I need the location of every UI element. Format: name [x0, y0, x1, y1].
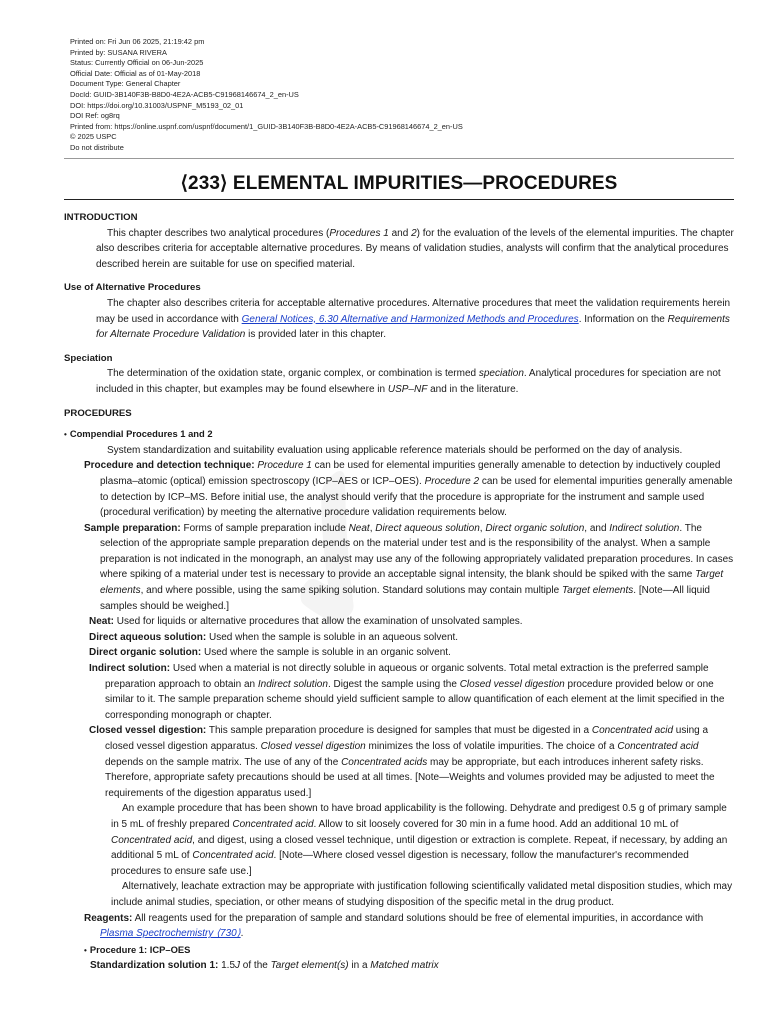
heading-procedures: PROCEDURES	[64, 407, 132, 419]
heading-procedure-1: • Procedure 1: ICP–OES	[84, 943, 191, 955]
general-notices-link[interactable]: General Notices, 6.30 Alternative and Harmonized Methods and Procedures	[241, 313, 579, 325]
alternative-paragraph: The chapter also describes criteria for acceptable alternative procedures. Alternative procedures that meet the validation requirements herein may be used in accordance with General Notices, 6.30 Alternative and Harmonized Methods and Procedures. Information on the Requirements for Alternate Procedure Validation is provided later in this chapter.	[96, 297, 731, 341]
direct-organic-definition: Direct organic solution: Used where the sample is soluble in an organic solvent.	[89, 647, 451, 659]
meta-line: © 2025 USPC	[70, 132, 117, 142]
reagents: Reagents: All reagents used for the preparation of sample and standard solutions should be free of elemental impurities, in accordance with Plasma Spectrochemistry ⟨730⟩.	[84, 912, 704, 940]
compendial-paragraph: System standardization and suitability evaluation using applicable reference materials should be performed on the day of analysis.	[107, 444, 683, 456]
heading-compendial-procedures: • Compendial Procedures 1 and 2	[64, 428, 213, 440]
heading-speciation: Speciation	[64, 352, 113, 364]
direct-aqueous-definition: Direct aqueous solution: Used when the sample is soluble in an aqueous solvent.	[89, 631, 459, 643]
plasma-spectrochemistry-link[interactable]: Plasma Spectrochemistry ⟨730⟩	[100, 928, 241, 940]
bullet-icon: •	[64, 430, 67, 440]
meta-line: Document Type: General Chapter	[70, 79, 181, 89]
procedure-detection-technique: Procedure and detection technique: Procedure 1 can be used for elemental impurities generally amenable to detection by inductively coupled plasma–atomic (optical) emission spectroscopy (ICP–AES or ICP–OES). Procedure 2 can be used for elemental impurities generally amenable to detection by ICP–MS. Before initial use, the analyst should verify that the procedure is appropriate for the instrument and sample used (procedural verification) by meeting the alternative procedure validation requirements below.	[84, 460, 733, 519]
page-title: ⟨233⟩ ELEMENTAL IMPURITIES—PROCEDURES	[180, 173, 618, 194]
sample-preparation: Sample preparation: Forms of sample preparation include Neat, Direct aqueous solution, Direct organic solution, and Indirect solution. The selection of the appropriate sample preparation depends on the material under test and is the responsibility of the analyst. When a sample preparation is not indicated in the monograph, an analyst may use any of the following appropriately validated preparation procedures. In cases where spiking of a material under test is necessary to provide an acceptable signal intensity, the blank should be spiked with the same Target elements, and where possible, using the same spiking solution. Standard solutions may contain multiple Target elements. [Note—All liquid samples should be weighed.]	[84, 522, 734, 612]
standardization-solution-1: Standardization solution 1: 1.5J of the Target element(s) in a Matched matrix	[90, 960, 439, 972]
leachate-paragraph: Alternatively, leachate extraction may be appropriate with justification following scientifically validated metal disposition studies, which may include animal studies, speciation, or other means of studying disposition of the specific metal in the drug product.	[111, 881, 733, 908]
title-divider	[64, 199, 734, 200]
meta-line: DocId: GUID-3B140F3B-B8D0-4E2A-ACB5-C91968146674_2_en-US	[70, 89, 299, 99]
meta-line: Printed on: Fri Jun 06 2025, 21:19:42 pm	[70, 37, 205, 46]
meta-line: Printed from: https://online.uspnf.com/uspnf/document/1_GUID-3B140F3B-B8D0-4E2A-ACB5-C91968146674_2_en-US	[70, 121, 463, 131]
intro-paragraph: This chapter describes two analytical procedures (Procedures 1 and 2) for the evaluation of the levels of the elemental impurities. The chapter also describes criteria for acceptable alternative procedures. By means of validation studies, analysts will confirm that the analytical procedures described herein are suitable for use on specified material.	[96, 227, 734, 270]
heading-alternative-procedures: Use of Alternative Procedures	[64, 282, 201, 294]
closed-vessel-digestion: Closed vessel digestion: This sample preparation procedure is designed for samples that must be digested in a Concentrated acid using a closed vessel digestion apparatus. Closed vessel digestion minimizes the loss of volatile impurities. The choice of a Concentrated acid depends on the sample matrix. The use of any of the Concentrated acids may be appropriate, but each introduces inherent safety risks. Therefore, appropriate safety precautions should be used at all times. [Note—Weights and volumes provided may be adjusted to meet the requirements of the digestion apparatus used.]	[89, 725, 715, 799]
example-procedure: An example procedure that has been shown to have broad applicability is the following. Dehydrate and predigest 0.5 g of primary sample in 5 mL of freshly prepared Concentrated acid. Allow to sit loosely covered for 30 min in a fume hood. Add an additional 10 mL of Concentrated acid, and digest, using a closed vessel technique, until digestion or extraction is complete. Repeat, if necessary, by adding an additional 5 mL of Concentrated acid. [Note—Where closed vessel digestion is necessary, follow the manufacturer's recommended procedures to ensure safe use.]	[111, 803, 728, 877]
meta-line: DOI Ref: og8rq	[70, 111, 120, 121]
top-divider	[64, 158, 734, 159]
meta-line: DOI: https://doi.org/10.31003/USPNF_M5193_02_01	[70, 100, 244, 110]
heading-introduction: INTRODUCTION	[64, 212, 138, 223]
meta-line: Do not distribute	[70, 142, 124, 152]
meta-line: Printed by: SUSANA RIVERA	[70, 47, 167, 57]
neat-definition: Neat: Used for liquids or alternative procedures that allow the examination of unsolvated samples.	[89, 616, 523, 628]
bullet-icon: •	[84, 945, 87, 955]
speciation-paragraph: The determination of the oxidation state, organic complex, or combination is termed speciation. Analytical procedures for speciation are not included in this chapter, but examples may be found elsewhere in USP–NF and in the literature.	[96, 368, 721, 395]
print-metadata	[70, 37, 463, 154]
chapter-body	[64, 210, 734, 974]
meta-line: Official Date: Official as of 01-May-2018	[70, 68, 201, 78]
meta-line: Status: Currently Official on 06-Jun-2025	[70, 58, 204, 68]
indirect-solution-definition: Indirect solution: Used when a material is not directly soluble in aqueous or organic solvents. Total metal extraction is the preferred sample preparation approach to obtain an Indirect solution. Digest the sample using the Closed vessel digestion procedure provided below or one similar to it. The sample preparation scheme should yield sufficient sample to allow quantification of each element at the limit specified in the corresponding monograph or chapter.	[89, 663, 725, 721]
